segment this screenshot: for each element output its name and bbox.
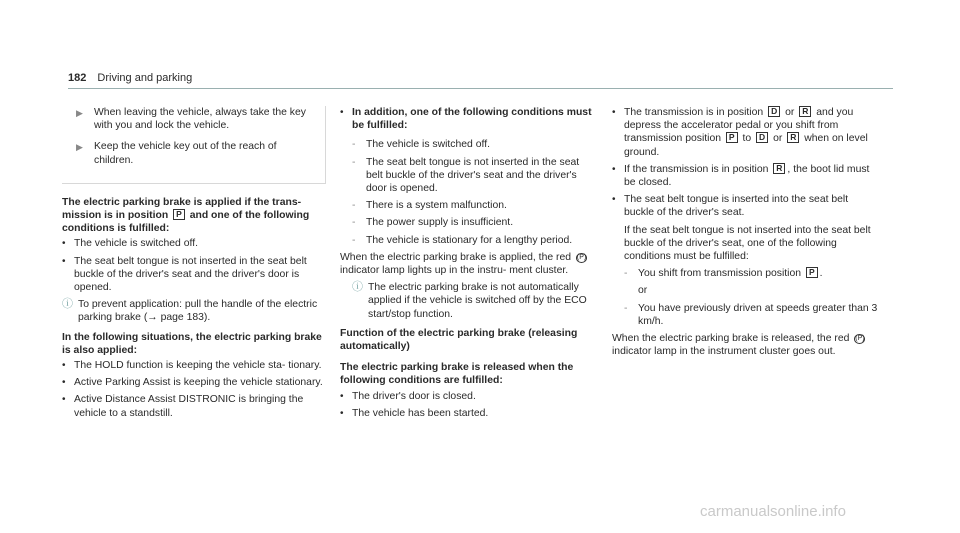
info-icon: ⓘ	[352, 281, 363, 294]
list-item: • Active Distance Assist DISTRONIC is bringing the vehicle to a standstill.	[62, 394, 304, 419]
d-position-symbol: D	[756, 132, 768, 143]
warning-note-box	[62, 106, 326, 184]
list-item: • The vehicle is switched off.	[62, 238, 198, 250]
column-2	[340, 106, 598, 424]
p-position-symbol: P	[726, 132, 738, 143]
heading-function: Function of the electric parking brake (releasing automatically)	[340, 327, 578, 353]
heading-situations: In the following situations, the electric parking brake is also applied:	[62, 331, 322, 356]
dash-item: - The power supply is insufficient.	[352, 217, 514, 229]
parking-brake-indicator-icon: (P)	[855, 335, 865, 343]
page-header	[68, 72, 192, 85]
list-item: • The driver's door is closed.	[340, 390, 476, 402]
parking-brake-indicator-icon: (P)	[576, 253, 587, 261]
column-1	[62, 106, 326, 424]
section-title: Driving and parking	[97, 72, 193, 84]
dash-item: - You have previously driven at speeds greater than 3 km/h.	[624, 302, 878, 327]
heading-applied: The electric parking brake is applied if the trans- mission is in position P and one of the following conditions is fulfilled:	[62, 196, 310, 235]
list-item: • Active Parking Assist is keeping the vehicle stationary.	[62, 377, 323, 389]
p-position-symbol: P	[173, 209, 185, 220]
info-icon: ⓘ	[62, 298, 73, 311]
paragraph-released: When the electric parking brake is released, the red (P) indicator lamp in the instrument cluster goes out.	[612, 333, 865, 358]
list-item: • The vehicle has been started.	[340, 407, 489, 419]
tip-note: ⓘ The electric parking brake is not automatically applied if the vehicle is switched off by the ECO start/stop function.	[352, 281, 587, 320]
tip-note: ⓘ To prevent application: pull the handle of the electric parking brake (→ page 183).	[62, 298, 318, 324]
heading-released: The electric parking brake is released when the following conditions are fulfilled:	[340, 362, 574, 387]
r-position-symbol: R	[787, 132, 799, 143]
step-item: ▶ Keep the vehicle key out of the reach of children.	[76, 141, 277, 166]
r-position-symbol: R	[799, 106, 811, 117]
step-item: ▶ When leaving the vehicle, always take the key with you and lock the vehicle.	[76, 107, 306, 132]
column-3	[612, 106, 878, 362]
list-continuation: If the seat belt tongue is not inserted into the seat belt buckle of the driver's seat, one of the following conditions must be fulfilled:	[624, 224, 871, 263]
paragraph-applied: When the electric parking brake is applied, the red (P) indicator lamp lights up in the instru- ment cluster.	[340, 251, 587, 277]
dash-item: - The vehicle is switched off.	[352, 139, 490, 151]
list-item: • In addition, one of the following conditions must be fulfilled:	[340, 107, 592, 132]
triangle-icon: ▶	[76, 108, 83, 118]
p-position-symbol: P	[806, 267, 818, 278]
watermark: carmanualsonline.info	[700, 503, 846, 520]
list-item: • The HOLD function is keeping the vehicle sta- tionary.	[62, 360, 322, 372]
header-rule	[68, 88, 893, 89]
dash-item: - You shift from transmission position P .	[624, 267, 823, 280]
dash-item: - The seat belt tongue is not inserted in the seat belt buckle of the driver's seat and the driver's door is opened.	[352, 156, 580, 195]
list-item: • The seat belt tongue is inserted into the seat belt buckle of the driver's seat.	[612, 194, 849, 219]
or-text: or	[638, 285, 648, 297]
dash-item: - There is a system malfunction.	[352, 200, 507, 212]
page-number: 182	[68, 72, 87, 84]
triangle-icon: ▶	[76, 142, 83, 153]
list-item: • If the transmission is in position R , the boot lid must be closed.	[612, 162, 870, 189]
list-item: • The transmission is in position D or R and you depress the accelerator pedal or you shift from transmission position P to D or R when on level ground.	[612, 106, 868, 158]
d-position-symbol: D	[768, 106, 780, 117]
list-item: • The seat belt tongue is not inserted in the seat belt buckle of the driver's seat and the driver's door is opened.	[62, 255, 307, 294]
dash-item: - The vehicle is stationary for a lengthy period.	[352, 234, 573, 246]
r-position-symbol: R	[773, 163, 785, 174]
